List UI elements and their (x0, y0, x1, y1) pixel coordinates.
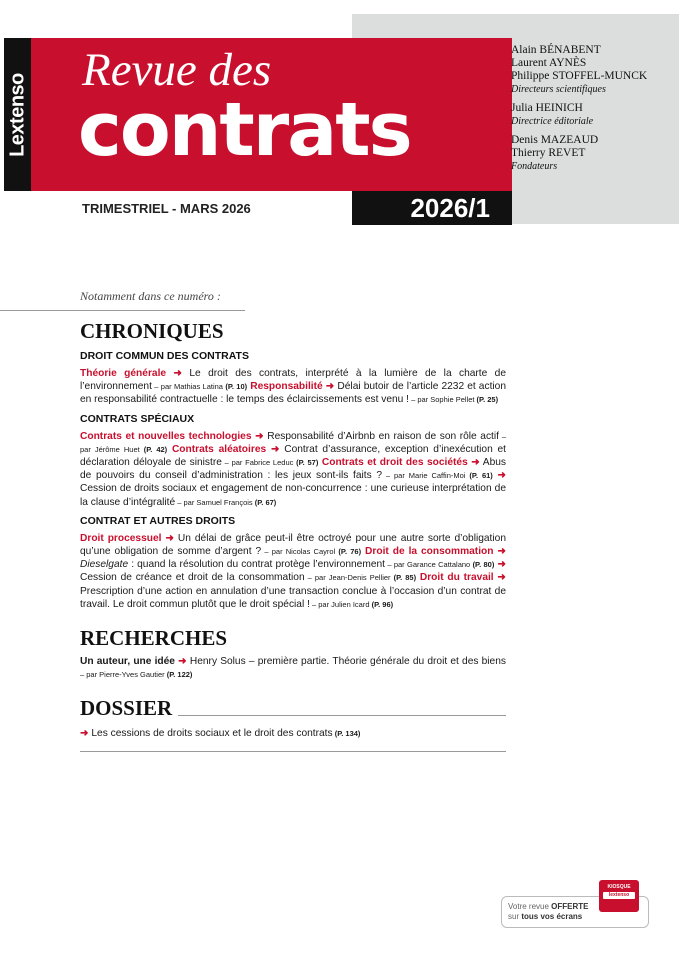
section-title-chroniques: CHRONIQUES (80, 319, 224, 343)
arrow-icon: ➜ (173, 368, 182, 379)
kiosque-line2-pre: sur (508, 912, 522, 921)
arrow-icon: ➜ (270, 443, 280, 455)
author: – par Pierre-Yves Gautier (80, 670, 167, 680)
section-title-recherches: RECHERCHES (80, 626, 228, 651)
publisher-logo (4, 38, 31, 191)
subsection-heading: DROIT COMMUN DES CONTRATS (80, 350, 249, 362)
editor-name: Julia HEINICH (511, 102, 583, 114)
page-ref: (P. 85) (393, 573, 417, 583)
arrow-icon: ➜ (325, 381, 335, 393)
author: – par Jérôme Huet (80, 431, 506, 454)
kiosque-badge-bottom: lextenso (603, 892, 635, 899)
editor-name: Laurent AYNÈS (511, 57, 587, 69)
author: – par Mathias Latina (151, 382, 226, 392)
article-title: : quand la résolution du contrat protège l’environnement (128, 559, 385, 571)
periodicity-date: TRIMESTRIEL - MARS 2026 (82, 201, 251, 216)
toc-entry (80, 655, 506, 681)
toc-entry (80, 727, 506, 740)
topic-label: Un auteur, une idée (80, 656, 175, 668)
subsection-heading: CONTRATS SPÉCIAUX (80, 412, 195, 425)
kiosque-badge[interactable] (599, 880, 639, 912)
page-ref: (P. 61) (469, 471, 493, 481)
topic-label: Théorie générale (80, 368, 167, 379)
kiosque-line1-pre: Votre revue (508, 902, 552, 911)
arrow-icon: ➜ (80, 728, 89, 740)
journal-title-line2: contrats (78, 87, 411, 173)
kiosque-promo-text (508, 902, 588, 922)
dossier-divider (178, 715, 506, 716)
publisher-name: Lextenso (6, 72, 28, 157)
article-title: Cession de droits sociaux et engagement de non-concurrence : une curieuse interprétation de la clause d’intégralité (80, 483, 506, 508)
article-title: Contrat d’assurance, exception d’inexécution et déclaration déloyale de sinistre (80, 443, 506, 469)
article-title: Cession de créance et droit de la consommation (80, 572, 305, 584)
author: – par Jean-Denis Pellier (304, 573, 394, 583)
editor-name: Denis MAZEAUD (511, 134, 599, 146)
arrow-icon: ➜ (497, 470, 506, 482)
page-ref: (P. 76) (338, 547, 362, 557)
kiosque-line1-bold: OFFERTE (551, 902, 589, 911)
editor-name: Thierry REVET (511, 147, 586, 159)
article-title: Abus de pouvoirs du conseil d’administration : les jeux sont-ils faits ? (80, 457, 507, 482)
kiosque-line2-bold: tous vos écrans (521, 912, 583, 921)
topic-label: Droit du travail (419, 572, 494, 584)
page-ref: (P. 57) (296, 458, 319, 468)
arrow-icon: ➜ (497, 546, 506, 558)
page-ref: (P. 25) (476, 395, 499, 405)
page-ref: (P. 134) (332, 729, 361, 739)
editor-name: Alain BÉNABENT (511, 44, 601, 56)
arrow-icon: ➜ (178, 656, 187, 668)
editor-role: Directrice éditoriale (511, 116, 594, 127)
dossier-bottom-divider (80, 751, 506, 752)
article-title: Prescription d’une action en annulation d’une transaction conclue à l’occasion d’un contrat de travail. Le droit commun plutôt que le droit spécial ! (80, 585, 506, 610)
topic-label: Droit de la consommation (365, 546, 494, 558)
toc-entry (80, 430, 506, 509)
arrow-icon: ➜ (497, 572, 506, 584)
author: – par Garance Cattalano (385, 560, 473, 570)
article-title: Un délai de grâce peut-il être octroyé pour une autre sorte d’obligation qu’une obligation de somme d’argent ? (80, 532, 506, 558)
author: – par Nicolas Cayrol (261, 547, 339, 557)
page-ref: (P. 96) (371, 599, 394, 609)
arrow-icon: ➜ (497, 559, 506, 571)
arrow-icon: ➜ (255, 430, 264, 442)
topic-label: Droit processuel (80, 532, 162, 544)
author: – par Fabrice Leduc (221, 458, 297, 468)
issue-intro: Notamment dans ce numéro : (80, 289, 221, 303)
author: – par Sophie Pellet (409, 395, 477, 405)
topic-label: Responsabilité (250, 381, 323, 393)
editor-name: Philippe STOFFEL-MUNCK (511, 70, 648, 82)
topic-label: Contrats et droit des sociétés (321, 457, 468, 469)
author: – par Marie Caffin-Moi (382, 471, 470, 481)
article-title: Le droit des contrats, interprété à la lumière de la charte de l’environnement (80, 368, 506, 393)
topic-label: Contrats et nouvelles technologies (80, 430, 252, 442)
arrow-icon: ➜ (471, 457, 480, 469)
section-title-dossier: DOSSIER (80, 696, 173, 721)
page-ref: (P. 67) (254, 497, 277, 507)
editorial-board (511, 44, 671, 179)
toc-entry (80, 532, 506, 611)
article-title: Les cessions de droits sociaux et le droit des contrats (88, 728, 333, 740)
table-of-contents (80, 318, 506, 752)
editor-role: Directeurs scientifiques (511, 84, 606, 95)
issue-number: 2026/1 (352, 191, 512, 225)
author: – par Julien Icard (309, 599, 372, 609)
page-ref: (P. 122) (166, 670, 193, 680)
kiosque-badge-top: KIOSQUE (607, 884, 631, 890)
author: – par Samuel François (175, 497, 255, 507)
article-title-italic: Dieselgate (80, 559, 129, 571)
page-ref: (P. 42) (143, 444, 168, 454)
article-title: Délai butoir de l’article 2232 et action en responsabilité contractuelle : le temps des éclaircissements est venu ! (80, 381, 506, 406)
dossier-header (80, 695, 506, 721)
article-title: Henry Solus – première partie. Théorie générale du droit et des biens (186, 656, 506, 668)
intro-divider (0, 310, 245, 311)
arrow-icon: ➜ (165, 532, 174, 544)
page-ref: (P. 10) (225, 382, 248, 392)
article-title: Responsabilité d’Airbnb en raison de son rôle actif (263, 430, 499, 442)
journal-title-line1: Revue des (82, 44, 272, 96)
toc-entry (80, 367, 506, 407)
editor-role: Fondateurs (511, 161, 558, 172)
topic-label: Contrats aléatoires (171, 443, 267, 455)
page-ref: (P. 80) (472, 560, 495, 570)
subsection-heading: CONTRAT ET AUTRES DROITS (80, 514, 236, 527)
